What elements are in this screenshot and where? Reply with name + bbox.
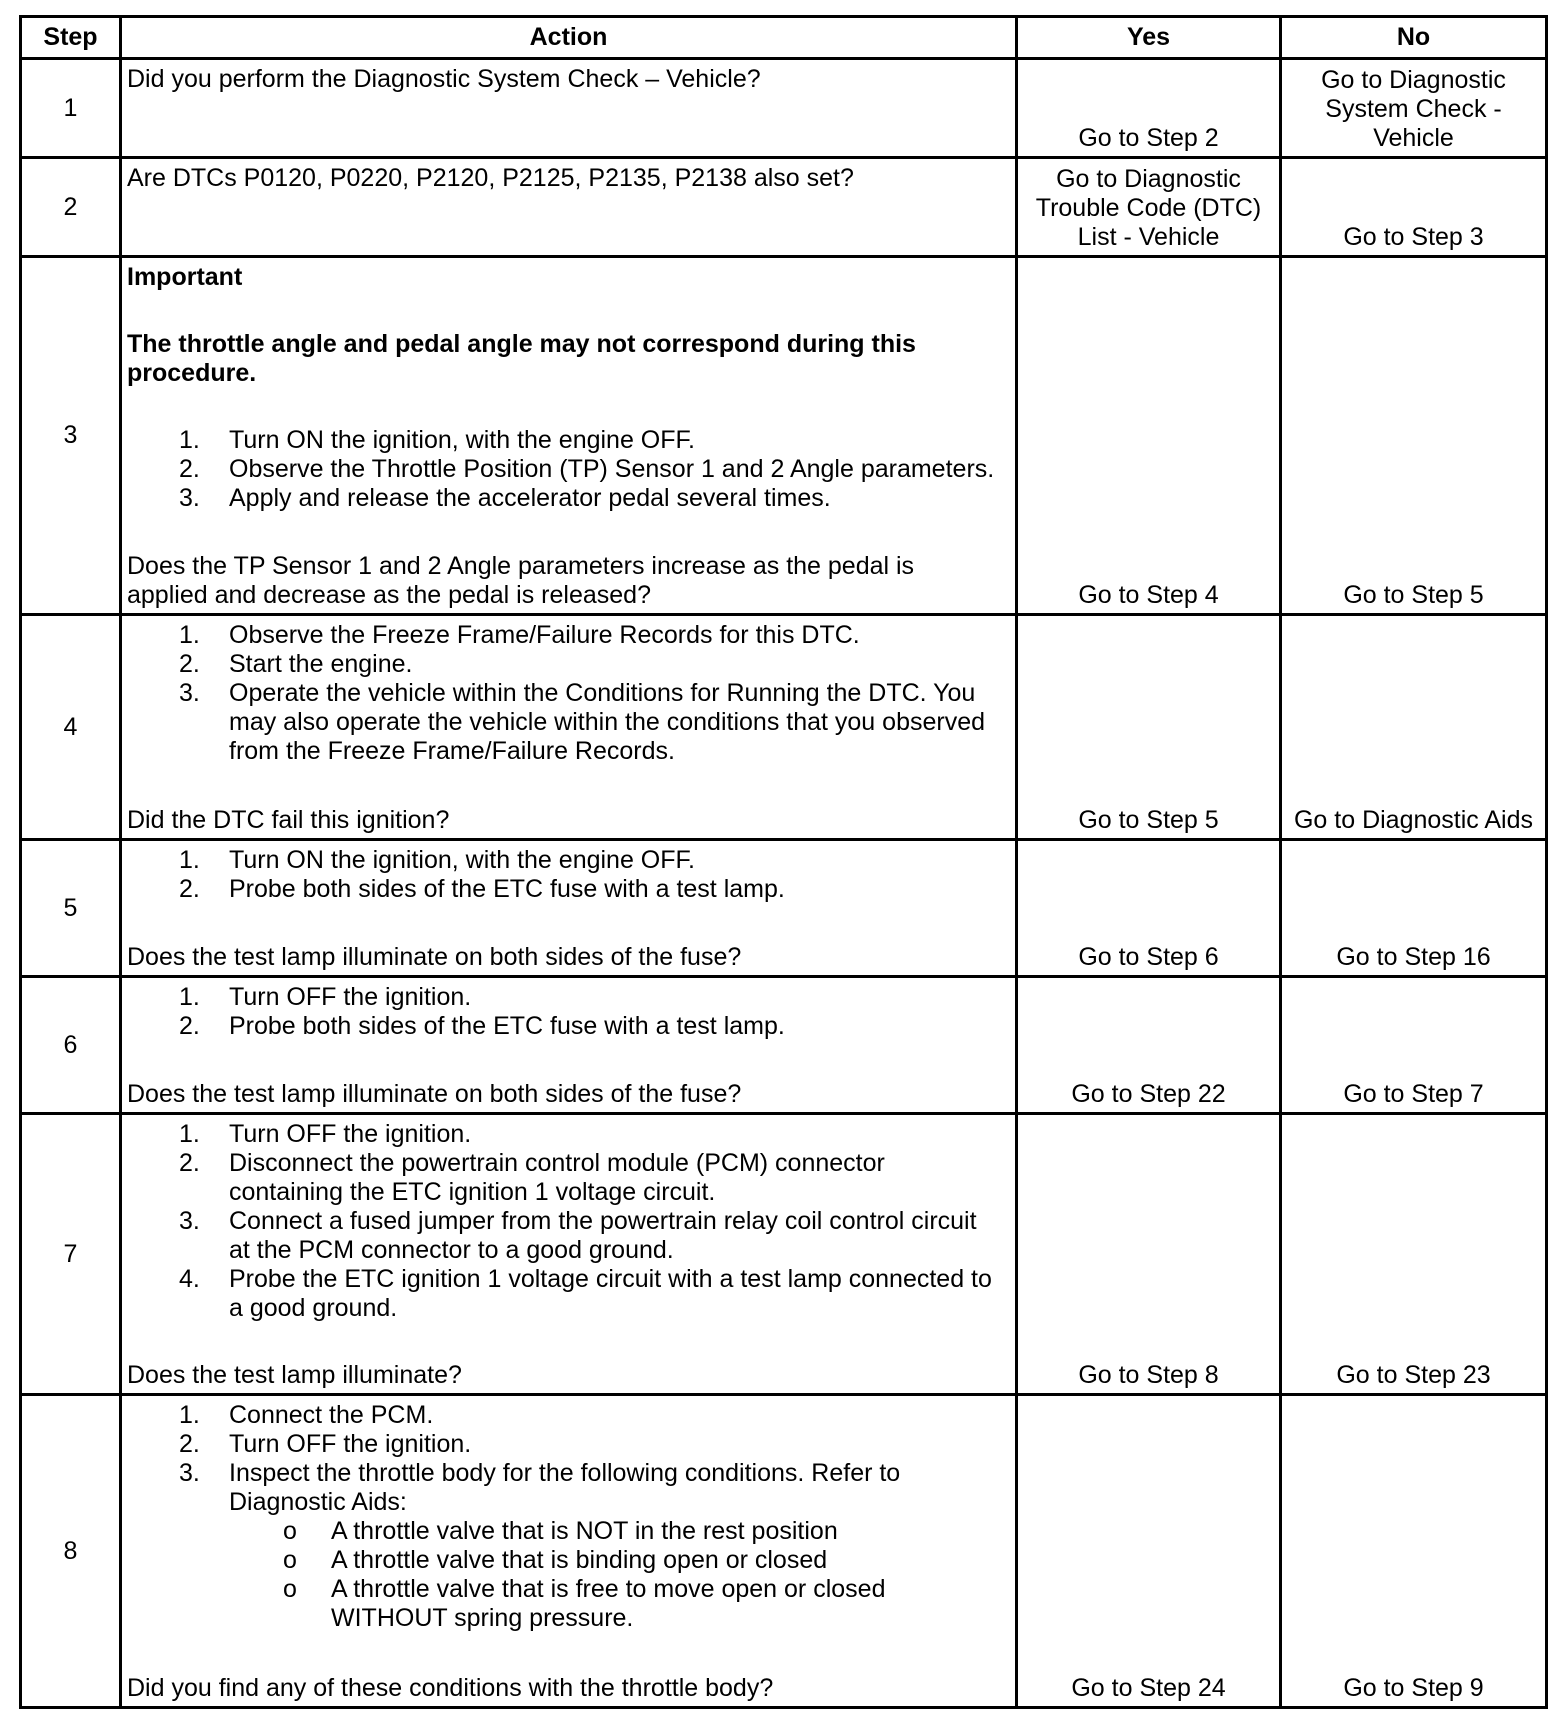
list-number: 1. bbox=[179, 426, 200, 454]
list-item bbox=[127, 1207, 1009, 1265]
question-text bbox=[127, 943, 1009, 972]
text-line: Diagnostic Aids: bbox=[229, 1488, 407, 1516]
procedure-list bbox=[127, 426, 1009, 513]
text-line: Did you find any of these conditions with the throttle body? bbox=[127, 1674, 774, 1702]
no-action: Go to Step 9 bbox=[1343, 1674, 1484, 1702]
text-line: Does the test lamp illuminate? bbox=[127, 1361, 462, 1389]
text-line: A throttle valve that is free to move open or closed bbox=[331, 1575, 886, 1603]
list-item bbox=[127, 1459, 1009, 1633]
sub-list-item bbox=[229, 1546, 1009, 1575]
list-number: 2. bbox=[179, 1149, 200, 1177]
list-number: 1. bbox=[179, 846, 200, 874]
text-line: Did the DTC fail this ignition? bbox=[127, 806, 450, 834]
no-cell bbox=[1282, 616, 1545, 838]
no-cell bbox=[1282, 1396, 1545, 1706]
no-cell bbox=[1282, 159, 1545, 255]
text-line: from the Freeze Frame/Failure Records. bbox=[229, 737, 675, 765]
text-line: Start the engine. bbox=[229, 650, 413, 678]
no-action: Vehicle bbox=[1373, 124, 1454, 152]
step-number: 1 bbox=[22, 60, 122, 156]
no-action: Go to Step 3 bbox=[1343, 223, 1484, 251]
text-line: Observe the Freeze Frame/Failure Records for this DTC. bbox=[229, 621, 860, 649]
text-line: Observe the Throttle Position (TP) Sensor 1 and 2 Angle parameters. bbox=[229, 455, 995, 483]
text-line: Disconnect the powertrain control module (PCM) connector bbox=[229, 1149, 885, 1177]
table-row bbox=[22, 978, 1545, 1115]
text-line: Turn OFF the ignition. bbox=[229, 1120, 472, 1148]
no-cell bbox=[1282, 841, 1545, 975]
list-number: 2. bbox=[179, 650, 200, 678]
sub-bullet: o bbox=[283, 1517, 297, 1545]
yes-cell bbox=[1018, 616, 1282, 838]
list-item bbox=[127, 1401, 1009, 1430]
text-line: Does the test lamp illuminate on both sides of the fuse? bbox=[127, 1080, 742, 1108]
list-number: 3. bbox=[179, 1459, 200, 1487]
yes-action: Go to Step 4 bbox=[1078, 581, 1219, 609]
text-line: applied and decrease as the pedal is released? bbox=[127, 581, 651, 609]
no-action: Go to Diagnostic bbox=[1321, 66, 1506, 94]
header-yes: Yes bbox=[1018, 18, 1282, 57]
action-cell bbox=[122, 1115, 1018, 1393]
no-action: Go to Step 5 bbox=[1343, 581, 1484, 609]
action-cell bbox=[122, 258, 1018, 613]
yes-action: Go to Step 5 bbox=[1078, 806, 1219, 834]
list-number: 3. bbox=[179, 484, 200, 512]
list-number: 4. bbox=[179, 1265, 200, 1293]
question-text bbox=[127, 65, 1009, 94]
step-number: 2 bbox=[22, 159, 122, 255]
yes-action: Trouble Code (DTC) bbox=[1035, 194, 1262, 222]
table-row bbox=[22, 616, 1545, 841]
list-item bbox=[127, 1012, 1009, 1041]
yes-cell bbox=[1018, 159, 1282, 255]
action-cell bbox=[122, 616, 1018, 838]
no-cell bbox=[1282, 1115, 1545, 1393]
text-line: Probe both sides of the ETC fuse with a test lamp. bbox=[229, 1012, 785, 1040]
text-line: Probe the ETC ignition 1 voltage circuit with a test lamp connected to bbox=[229, 1265, 992, 1293]
yes-action: Go to Step 22 bbox=[1071, 1080, 1226, 1108]
yes-action: Go to Step 8 bbox=[1078, 1361, 1219, 1389]
text-line: Inspect the throttle body for the following conditions. Refer to bbox=[229, 1459, 901, 1487]
yes-cell bbox=[1018, 841, 1282, 975]
text-line: WITHOUT spring pressure. bbox=[331, 1604, 634, 1632]
yes-action: Go to Step 2 bbox=[1078, 124, 1219, 152]
text-line: Important bbox=[127, 263, 243, 291]
list-item bbox=[127, 1120, 1009, 1149]
list-number: 2. bbox=[179, 875, 200, 903]
list-item bbox=[127, 455, 1009, 484]
list-item bbox=[127, 679, 1009, 766]
list-item bbox=[127, 1265, 1009, 1323]
yes-cell bbox=[1018, 60, 1282, 156]
step-number: 8 bbox=[22, 1396, 122, 1706]
text-line: Operate the vehicle within the Conditions for Running the DTC. You bbox=[229, 679, 976, 707]
header-no: No bbox=[1396, 23, 1431, 51]
yes-action: Go to Step 6 bbox=[1078, 943, 1219, 971]
list-number: 2. bbox=[179, 1012, 200, 1040]
list-item bbox=[127, 1149, 1009, 1207]
step-number: 4 bbox=[22, 616, 122, 838]
sub-list-item bbox=[229, 1517, 1009, 1546]
action-cell bbox=[122, 159, 1018, 255]
text-line: A throttle valve that is binding open or closed bbox=[331, 1546, 828, 1574]
text-line: Turn OFF the ignition. bbox=[229, 1430, 472, 1458]
question-text bbox=[127, 1080, 1009, 1109]
text-line: may also operate the vehicle within the conditions that you observed bbox=[229, 708, 986, 736]
list-item bbox=[127, 650, 1009, 679]
diagnostic-table bbox=[19, 15, 1548, 1709]
table-row bbox=[22, 258, 1545, 616]
list-item bbox=[127, 484, 1009, 513]
step-number: 6 bbox=[22, 978, 122, 1112]
yes-cell bbox=[1018, 1396, 1282, 1706]
table-row bbox=[22, 1115, 1545, 1396]
question-text bbox=[127, 1674, 1009, 1703]
list-number: 2. bbox=[179, 1430, 200, 1458]
action-cell bbox=[122, 1396, 1018, 1706]
text-line: Apply and release the accelerator pedal several times. bbox=[229, 484, 831, 512]
list-number: 1. bbox=[179, 983, 200, 1011]
list-number: 2. bbox=[179, 455, 200, 483]
table-row bbox=[22, 60, 1545, 159]
text-line: Connect the PCM. bbox=[229, 1401, 434, 1429]
no-action: Go to Step 7 bbox=[1343, 1080, 1484, 1108]
no-action: Go to Step 16 bbox=[1336, 943, 1491, 971]
procedure-list bbox=[127, 846, 1009, 904]
text-line: A throttle valve that is NOT in the rest position bbox=[331, 1517, 838, 1545]
no-action: System Check - bbox=[1325, 95, 1502, 123]
sub-bullet: o bbox=[283, 1546, 297, 1574]
no-action: Go to Diagnostic Aids bbox=[1293, 806, 1533, 834]
yes-action: Go to Step 24 bbox=[1071, 1674, 1226, 1702]
text-line: Connect a fused jumper from the powertrain relay coil control circuit bbox=[229, 1207, 977, 1235]
yes-cell bbox=[1018, 1115, 1282, 1393]
text-line: Did you perform the Diagnostic System Check – Vehicle? bbox=[127, 65, 761, 93]
step-number: 5 bbox=[22, 841, 122, 975]
list-item bbox=[127, 621, 1009, 650]
text-line: procedure. bbox=[127, 359, 257, 387]
yes-cell bbox=[1018, 978, 1282, 1112]
question-text bbox=[127, 806, 1009, 835]
header-action: Action bbox=[122, 18, 1018, 57]
yes-action: Go to Diagnostic bbox=[1056, 165, 1241, 193]
text-line: Are DTCs P0120, P0220, P2120, P2125, P2135, P2138 also set? bbox=[127, 164, 854, 192]
sub-bullet: o bbox=[283, 1575, 297, 1603]
text-line: Turn ON the ignition, with the engine OFF. bbox=[229, 846, 695, 874]
no-cell bbox=[1282, 258, 1545, 613]
action-cell bbox=[122, 60, 1018, 156]
list-item bbox=[127, 426, 1009, 455]
list-item bbox=[127, 1430, 1009, 1459]
text-line: The throttle angle and pedal angle may not correspond during this bbox=[127, 330, 916, 358]
list-number: 1. bbox=[179, 1401, 200, 1429]
text-line: containing the ETC ignition 1 voltage circuit. bbox=[229, 1178, 716, 1206]
no-cell bbox=[1282, 978, 1545, 1112]
text-line: at the PCM connector to a good ground. bbox=[229, 1236, 674, 1264]
list-number: 1. bbox=[179, 1120, 200, 1148]
action-cell bbox=[122, 978, 1018, 1112]
yes-action: List - Vehicle bbox=[1077, 223, 1220, 251]
no-cell bbox=[1282, 60, 1545, 156]
important-label bbox=[127, 263, 1009, 292]
step-number: 3 bbox=[22, 258, 122, 613]
table-row bbox=[22, 1396, 1545, 1709]
yes-cell bbox=[1018, 258, 1282, 613]
procedure-list bbox=[127, 621, 1009, 766]
text-line: Probe both sides of the ETC fuse with a test lamp. bbox=[229, 875, 785, 903]
question-text bbox=[127, 164, 1009, 193]
action-cell bbox=[122, 841, 1018, 975]
procedure-list bbox=[127, 983, 1009, 1041]
procedure-list bbox=[127, 1401, 1009, 1633]
important-note bbox=[127, 330, 1009, 388]
table-row bbox=[22, 159, 1545, 258]
list-number: 1. bbox=[179, 621, 200, 649]
sub-list-item bbox=[229, 1575, 1009, 1633]
list-number: 3. bbox=[179, 1207, 200, 1235]
question-text bbox=[127, 552, 1009, 610]
list-item bbox=[127, 846, 1009, 875]
header-row bbox=[22, 18, 1545, 60]
step-number: 7 bbox=[22, 1115, 122, 1393]
question-text bbox=[127, 1361, 1009, 1390]
table-row bbox=[22, 841, 1545, 978]
procedure-list bbox=[127, 1120, 1009, 1323]
list-item bbox=[127, 875, 1009, 904]
no-action: Go to Step 23 bbox=[1336, 1361, 1491, 1389]
list-item bbox=[127, 983, 1009, 1012]
text-line: Turn ON the ignition, with the engine OFF. bbox=[229, 426, 695, 454]
header-step: Step bbox=[22, 18, 122, 57]
text-line: Turn OFF the ignition. bbox=[229, 983, 472, 1011]
text-line: a good ground. bbox=[229, 1294, 398, 1322]
text-line: Does the TP Sensor 1 and 2 Angle parameters increase as the pedal is bbox=[127, 552, 915, 580]
list-number: 3. bbox=[179, 679, 200, 707]
text-line: Does the test lamp illuminate on both sides of the fuse? bbox=[127, 943, 742, 971]
